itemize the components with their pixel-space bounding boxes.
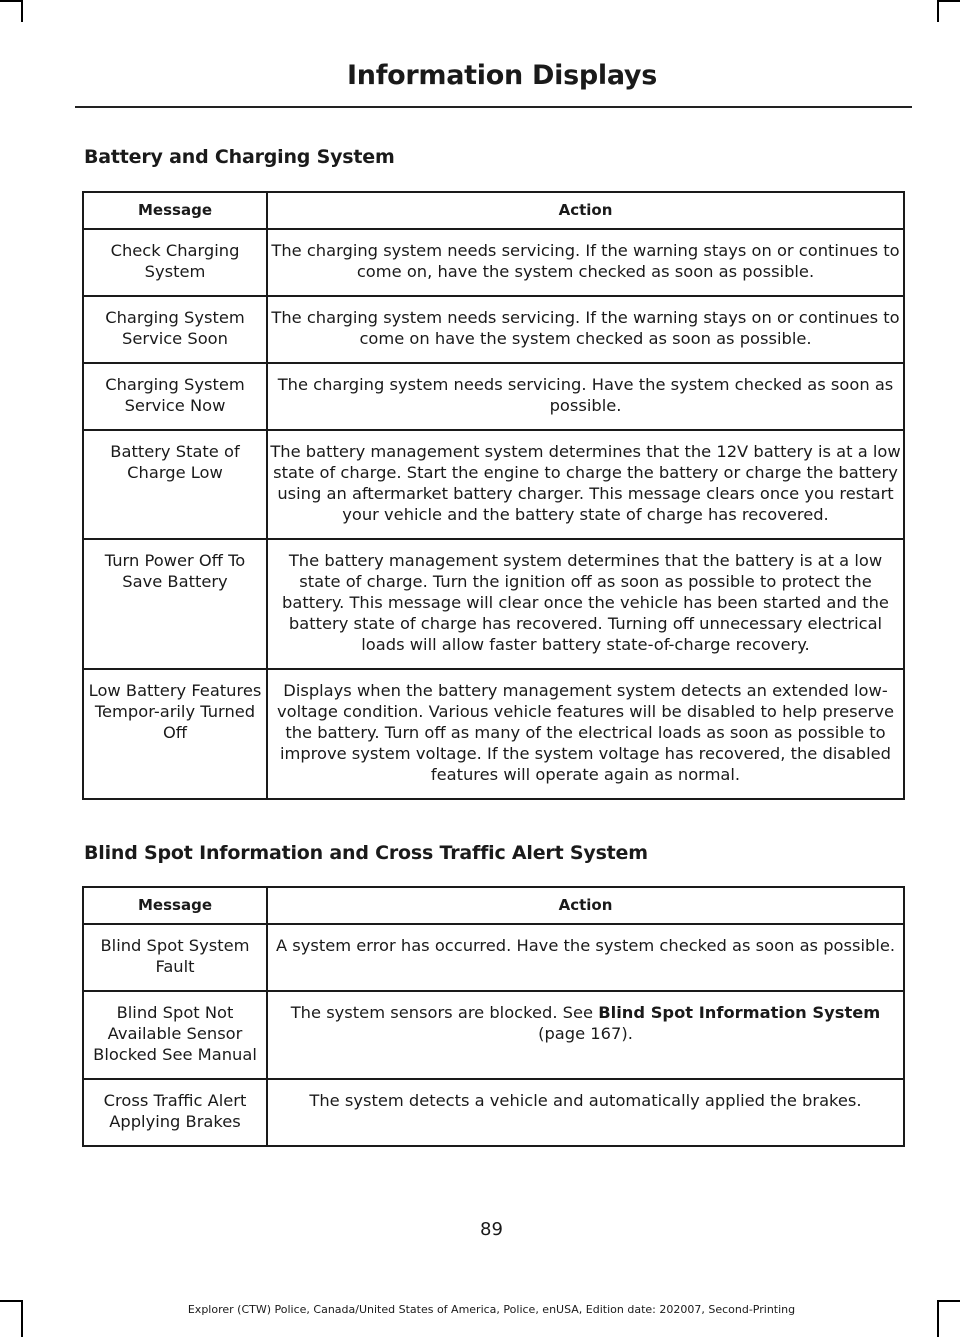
cross-reference-link[interactable]: Blind Spot Information System [598, 1003, 881, 1022]
message-cell: Cross Traffic Alert Applying Brakes [83, 1079, 267, 1146]
page-reference: (page 167). [538, 1024, 633, 1043]
action-cell: The charging system needs servicing. If the warning stays on or continues to come on have the system checked as soon as possible. [267, 296, 904, 363]
section-heading-blind-spot: Blind Spot Information and Cross Traffic Alert System [84, 842, 648, 864]
message-cell: Check Charging System [83, 229, 267, 296]
message-cell: Charging System Service Now [83, 363, 267, 430]
table-row [83, 430, 904, 539]
crop-mark [938, 1300, 960, 1302]
message-cell: Battery State of Charge Low [83, 430, 267, 539]
action-cell: The charging system needs servicing. Have the system checked as soon as possible. [267, 363, 904, 430]
table-header-row [83, 192, 904, 229]
message-cell: Turn Power Off To Save Battery [83, 539, 267, 669]
action-cell [267, 991, 904, 1079]
message-cell: Blind Spot Not Available Sensor Blocked See Manual [83, 991, 267, 1079]
table-row [83, 924, 904, 991]
table-header-row [83, 887, 904, 924]
table-row [83, 229, 904, 296]
table-row [83, 1079, 904, 1146]
action-cell: The battery management system determines that the 12V battery is at a low state of charge. Start the engine to charge the battery or charge the battery using an aftermarket battery charger. This message clears once you restart your vehicle and the battery state of charge has recovered. [267, 430, 904, 539]
crop-mark [937, 0, 939, 22]
action-cell: The system detects a vehicle and automatically applied the brakes. [267, 1079, 904, 1146]
action-cell: The charging system needs servicing. If the warning stays on or continues to come on, have the system checked as soon as possible. [267, 229, 904, 296]
action-cell: A system error has occurred. Have the system checked as soon as possible. [267, 924, 904, 991]
edition-footer: Explorer (CTW) Police, Canada/United States of America, Police, enUSA, Edition date: 202007, Second-Printing [187, 1303, 796, 1316]
column-header-message: Message [83, 192, 267, 229]
page-number: 89 [480, 1219, 503, 1240]
action-text: The system sensors are blocked. See [290, 1003, 599, 1022]
table-row [83, 669, 904, 799]
action-cell: Displays when the battery management system detects an extended low-voltage condition. Various vehicle features will be disabled to help preserve the battery. Turn off as many of the electrical loads as soon as possible to improve system voltage. If the system voltage has recovered, the disabled features will operate again as normal. [267, 669, 904, 799]
column-header-action: Action [267, 887, 904, 924]
page-title: Information Displays [347, 60, 657, 91]
crop-mark [0, 1300, 22, 1302]
message-cell: Blind Spot System Fault [83, 924, 267, 991]
table-row [83, 363, 904, 430]
header-divider [75, 106, 912, 108]
table-row [83, 991, 904, 1079]
column-header-message: Message [83, 887, 267, 924]
message-cell: Low Battery Features Tempor-arily Turned Off [83, 669, 267, 799]
action-cell: The battery management system determines that the battery is at a low state of charge. Turn the ignition off as soon as possible to protect the battery. This message will clear once the vehicle has been started and the battery state of charge has recovered. Turning off unnecessary electrical loads will allow faster battery state-of-charge recovery. [267, 539, 904, 669]
crop-mark [938, 0, 960, 2]
battery-message-table [82, 191, 905, 800]
blind-spot-message-table [82, 886, 905, 1147]
column-header-action: Action [267, 192, 904, 229]
table-row [83, 539, 904, 669]
message-cell: Charging System Service Soon [83, 296, 267, 363]
table-row [83, 296, 904, 363]
crop-mark [0, 0, 22, 2]
crop-mark [21, 0, 23, 22]
section-heading-battery: Battery and Charging System [84, 146, 395, 168]
